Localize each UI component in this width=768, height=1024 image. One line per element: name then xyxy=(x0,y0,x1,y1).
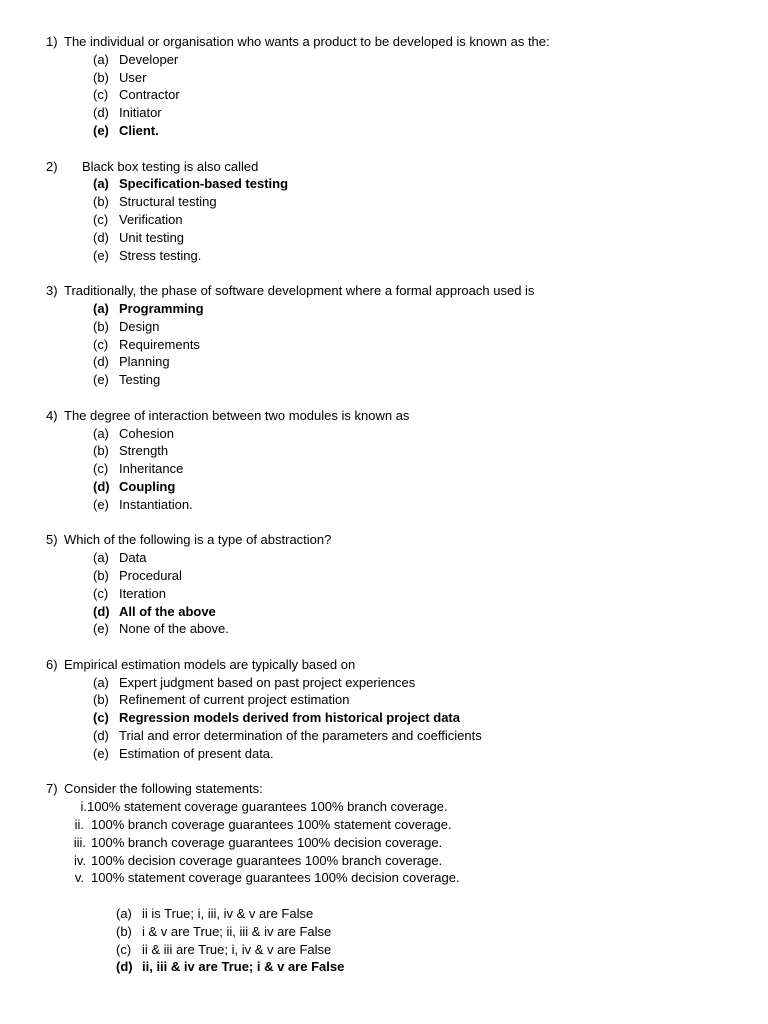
option-text: None of the above. xyxy=(119,621,229,637)
option-label: (e) xyxy=(93,496,109,512)
question-number: 7) xyxy=(46,781,58,797)
option-e-correct xyxy=(0,122,768,140)
option-text: Iteration xyxy=(119,585,166,601)
statement-text: 100% branch coverage guarantees 100% statement coverage. xyxy=(91,817,452,833)
option-a xyxy=(0,51,768,69)
option-text: Client. xyxy=(119,122,159,138)
option-label: (b) xyxy=(93,318,109,334)
option-label: (b) xyxy=(93,567,109,583)
option-text: ii, iii & iv are True; i & v are False xyxy=(142,959,345,975)
option-e xyxy=(0,371,768,389)
statement-ii xyxy=(0,816,768,834)
option-list xyxy=(0,674,768,763)
option-text: Testing xyxy=(119,372,161,388)
option-d xyxy=(0,104,768,122)
question-text: Black box testing is also called xyxy=(82,158,259,174)
option-d xyxy=(0,353,768,371)
option-c xyxy=(0,585,768,603)
option-text: Planning xyxy=(119,354,170,370)
option-c-correct xyxy=(0,709,768,727)
question-stem xyxy=(0,158,768,176)
option-a-correct xyxy=(0,175,768,193)
statement-i xyxy=(0,798,768,816)
option-label: (c) xyxy=(93,211,109,227)
option-label: (d) xyxy=(93,105,109,121)
question-number: 3) xyxy=(46,283,58,299)
option-text: Programming xyxy=(119,300,204,316)
question-6 xyxy=(0,656,768,763)
question-number: 4) xyxy=(46,407,58,423)
option-e xyxy=(0,496,768,514)
option-label: (e) xyxy=(93,247,109,263)
option-label: (a) xyxy=(93,425,109,441)
option-label: (e) xyxy=(93,745,109,761)
statement-number: ii. xyxy=(74,817,84,833)
statement-text: 100% statement coverage guarantees 100% decision coverage. xyxy=(91,870,460,886)
statement-text: 100% decision coverage guarantees 100% branch coverage. xyxy=(91,852,443,868)
option-d xyxy=(0,229,768,247)
option-text: Contractor xyxy=(119,87,180,103)
question-stem xyxy=(0,656,768,674)
option-text: Expert judgment based on past project experiences xyxy=(119,674,416,690)
statement-number: i. xyxy=(80,799,87,815)
option-b xyxy=(0,691,768,709)
question-7 xyxy=(0,780,768,976)
option-b xyxy=(0,442,768,460)
statement-iii xyxy=(0,834,768,852)
option-d xyxy=(0,727,768,745)
option-label: (d) xyxy=(93,478,110,494)
statement-iv xyxy=(0,852,768,870)
question-text: Which of the following is a type of abstraction? xyxy=(64,532,332,548)
question-stem xyxy=(0,531,768,549)
option-text: Inheritance xyxy=(119,461,184,477)
option-label: (a) xyxy=(93,51,109,67)
option-text: Instantiation. xyxy=(119,496,193,512)
statement-number: iv. xyxy=(73,852,86,868)
statement-v xyxy=(0,869,768,887)
quiz-page xyxy=(0,33,768,994)
option-text: Structural testing xyxy=(119,194,217,210)
option-e xyxy=(0,247,768,265)
option-a xyxy=(0,674,768,692)
option-label: (a) xyxy=(93,176,109,192)
option-text: Developer xyxy=(119,51,179,67)
option-list xyxy=(0,905,768,976)
option-label: (d) xyxy=(93,354,109,370)
option-text: Regression models derived from historical project data xyxy=(119,710,460,726)
question-text: Consider the following statements: xyxy=(64,781,263,797)
question-3 xyxy=(0,282,768,389)
question-number: 2) xyxy=(46,158,58,174)
statement-text: 100% statement coverage guarantees 100% branch coverage. xyxy=(87,799,448,815)
question-text: The degree of interaction between two modules is known as xyxy=(64,407,410,423)
option-text: User xyxy=(119,69,147,85)
question-stem xyxy=(0,33,768,51)
option-text: Requirements xyxy=(119,336,200,352)
option-text: Design xyxy=(119,318,160,334)
option-label: (e) xyxy=(93,372,109,388)
option-text: Estimation of present data. xyxy=(119,745,274,761)
option-label: (a) xyxy=(116,906,132,922)
statement-number: v. xyxy=(74,870,84,886)
option-a-correct xyxy=(0,300,768,318)
option-a xyxy=(0,425,768,443)
option-b xyxy=(0,567,768,585)
option-list xyxy=(0,300,768,389)
option-text: i & v are True; ii, iii & iv are False xyxy=(142,923,332,939)
question-4 xyxy=(0,407,768,514)
option-label: (b) xyxy=(93,69,109,85)
option-list xyxy=(0,549,768,638)
option-c xyxy=(0,460,768,478)
option-text: ii is True; i, iii, iv & v are False xyxy=(142,906,314,922)
option-text: Stress testing. xyxy=(119,247,202,263)
option-text: All of the above xyxy=(119,603,216,619)
option-label: (e) xyxy=(93,122,109,138)
option-label: (a) xyxy=(93,674,109,690)
option-label: (b) xyxy=(116,923,132,939)
option-text: Cohesion xyxy=(119,425,174,441)
question-stem xyxy=(0,780,768,798)
option-e xyxy=(0,620,768,638)
option-d-correct xyxy=(0,478,768,496)
question-1 xyxy=(0,33,768,140)
option-d-correct xyxy=(0,958,768,976)
option-c xyxy=(0,211,768,229)
option-c xyxy=(0,941,768,959)
option-text: ii & iii are True; i, iv & v are False xyxy=(142,941,332,957)
option-label: (d) xyxy=(93,603,110,619)
option-label: (c) xyxy=(93,585,109,601)
option-label: (d) xyxy=(93,728,109,744)
question-number: 1) xyxy=(46,34,58,49)
question-2 xyxy=(0,158,768,265)
option-b xyxy=(0,69,768,87)
option-text: Verification xyxy=(119,211,183,227)
option-text: Unit testing xyxy=(119,229,185,245)
option-label: (b) xyxy=(93,692,109,708)
option-c xyxy=(0,86,768,104)
option-text: Procedural xyxy=(119,567,182,583)
question-stem xyxy=(0,407,768,425)
option-text: Strength xyxy=(119,443,169,459)
question-number: 5) xyxy=(46,532,58,548)
option-list xyxy=(0,175,768,264)
option-label: (b) xyxy=(93,194,109,210)
option-list xyxy=(0,425,768,514)
option-c xyxy=(0,336,768,354)
option-label: (a) xyxy=(93,300,109,316)
option-text: Data xyxy=(119,550,147,566)
option-label: (c) xyxy=(93,87,109,103)
option-label: (e) xyxy=(93,621,109,637)
option-text: Trial and error determination of the parameters and coefficients xyxy=(119,728,482,744)
option-label: (c) xyxy=(93,461,109,477)
option-b xyxy=(0,318,768,336)
option-text: Coupling xyxy=(119,478,176,494)
option-e xyxy=(0,745,768,763)
option-text: Initiator xyxy=(119,105,162,121)
option-label: (b) xyxy=(93,443,109,459)
statement-number: iii. xyxy=(73,834,86,850)
option-label: (c) xyxy=(93,710,109,726)
option-a xyxy=(0,905,768,923)
option-list xyxy=(0,51,768,140)
question-5 xyxy=(0,531,768,638)
option-label: (a) xyxy=(93,550,109,566)
question-stem xyxy=(0,282,768,300)
question-number: 6) xyxy=(46,656,58,672)
option-b xyxy=(0,923,768,941)
question-text: The individual or organisation who wants a product to be developed is known as the: xyxy=(64,34,550,49)
option-text: Refinement of current project estimation xyxy=(119,692,350,708)
option-label: (c) xyxy=(116,941,132,957)
option-text: Specification-based testing xyxy=(119,176,289,192)
statement-list xyxy=(0,798,768,887)
option-label: (d) xyxy=(116,959,133,975)
option-d-correct xyxy=(0,603,768,621)
statement-text: 100% branch coverage guarantees 100% decision coverage. xyxy=(91,834,443,850)
option-b xyxy=(0,193,768,211)
question-text: Traditionally, the phase of software development where a formal approach used is xyxy=(64,283,535,299)
option-label: (d) xyxy=(93,229,109,245)
question-text: Empirical estimation models are typically based on xyxy=(64,656,356,672)
option-a xyxy=(0,549,768,567)
option-label: (c) xyxy=(93,336,109,352)
